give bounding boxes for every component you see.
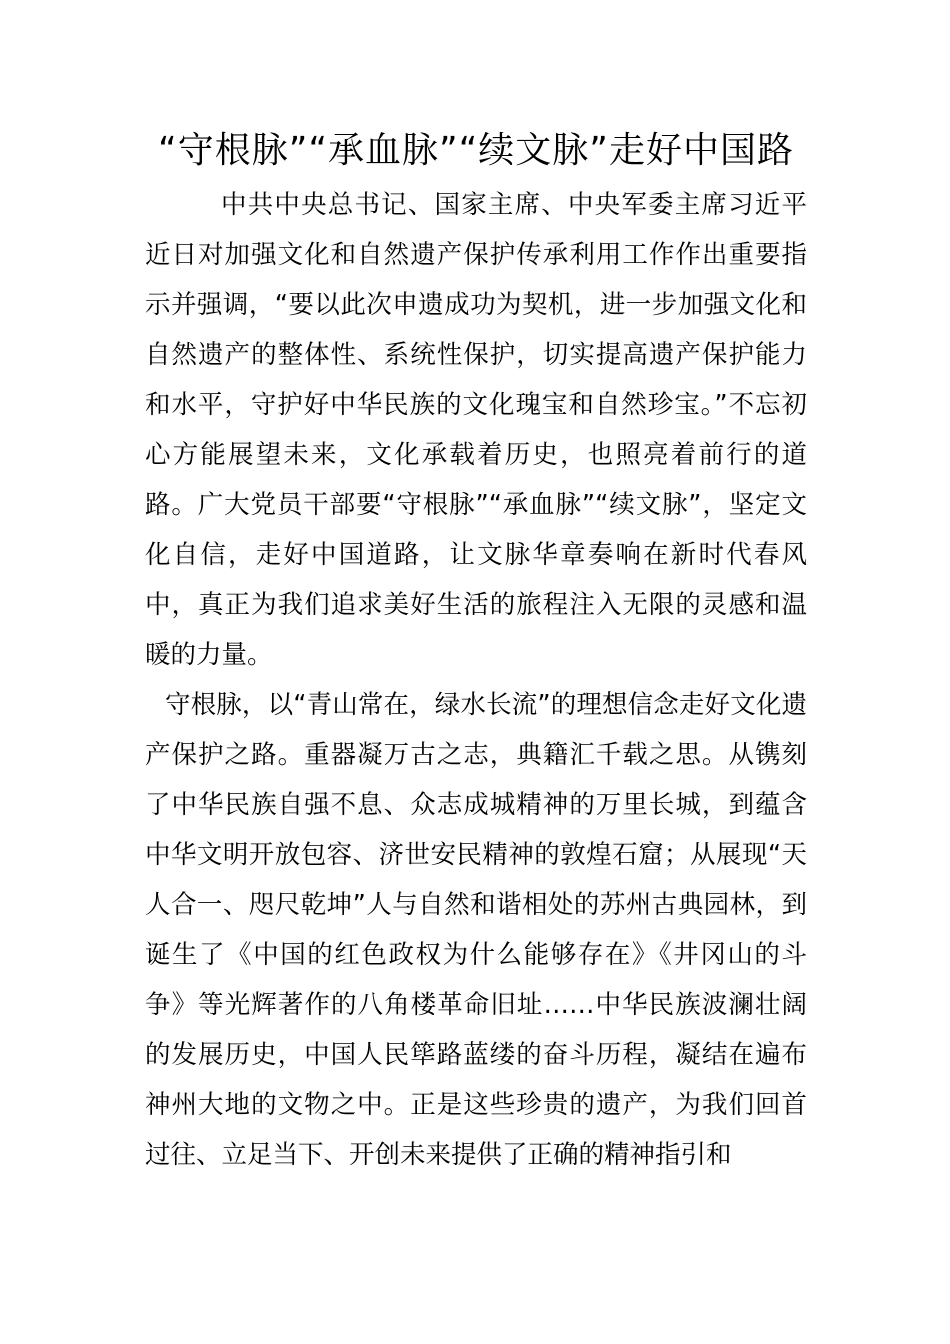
paragraph-intro: 中共中央总书记、国家主席、中央军委主席习近平近日对加强文化和自然遗产保护传承利用工作作出重要指示并强调，“要以此次申遗成功为契机，进一步加强文化和自然遗产的整体性、系统性保护，切实提高遗产保护能力和水平，守护好中华民族的文化瑰宝和自然珍宝。”不忘初心方能展望未来，文化承载着历史，也照亮着前行的道路。广大党员干部要“守根脉”“承血脉”“续文脉”，坚定文化自信，走好中国道路，让文脉华章奏响在新时代春风中，真正为我们追求美好生活的旅程注入无限的灵感和温暖的力量。 <box>145 190 807 670</box>
paragraph-shou-genmai: 守根脉，以“青山常在，绿水长流”的理想信念走好文化遗产保护之路。重器凝万古之志，典籍汇千载之思。从镌刻了中华民族自强不息、众志成城精神的万里长城，到蕴含中华文明开放包容、济世安民精神的敦煌石窟；从展现“天人合一、咫尺乾坤”人与自然和谐相处的苏州古典园林，到诞生了《中国的红色政权为什么能够存在》《井冈山的斗争》等光辉著作的八角楼革命旧址……中华民族波澜壮阔的发展历史，中国人民筚路蓝缕的奋斗历程，凝结在遍布神州大地的文物之中。正是这些珍贵的遗产，为我们回首过往、立足当下、开创未来提供了正确的精神指引和 <box>145 690 807 1170</box>
document-title: “守根脉”“承血脉”“续文脉”走好中国路 <box>158 130 794 171</box>
document-page <box>145 128 807 1180</box>
